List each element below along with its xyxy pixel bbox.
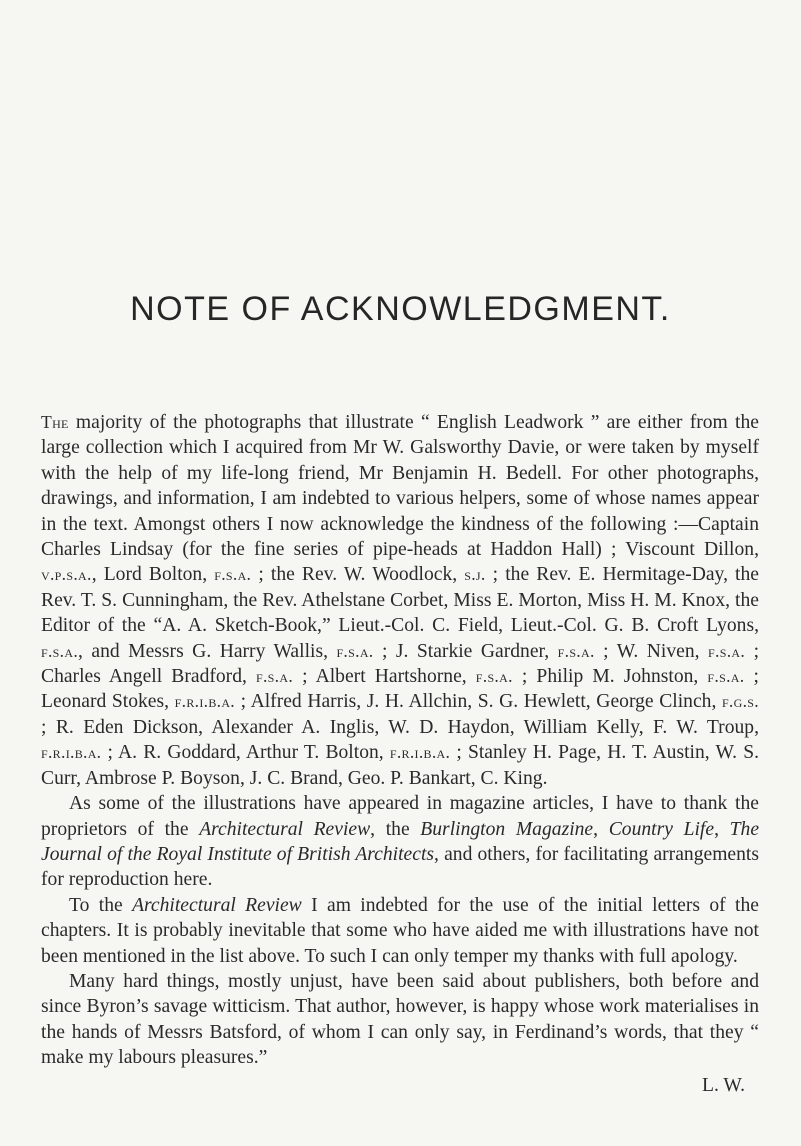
publication-title: The Journal of the Royal Institute of British Architects <box>41 818 760 865</box>
degree: f.s.a. <box>557 640 595 661</box>
degree: f.s.a. <box>475 666 513 687</box>
text-run: Many hard things, mostly unjust, have been said about publishers, both before and since Byron’s savage witticism. That author, however, is happy whose work materialises in the hands of Messrs Batsford, of whom I can only say, in Ferdinand’s words, that they “ make my labours pleasures.” <box>41 970 759 1069</box>
text-run: majority of the photographs that illustrate “ English Leadwork ” are either from the large collection which I acquired from Mr W. Galsworthy Davie, or were taken by myself with the help of my life-long friend, Mr Benjamin H. Bedell. For other photographs, drawings, and information, I am indebted to various helpers, some of whose names appear in the text. Amongst others I now acknowledge the kindness of the following :—Captain Charles Lindsay (for the fine series of pipe-heads at Haddon Hall) ; Viscount Dillon, <box>41 412 759 561</box>
degree: v.p.s.a. <box>41 564 92 585</box>
lead-word: The <box>41 412 69 432</box>
text-run: , <box>593 818 609 840</box>
degree: f.s.a. <box>256 666 294 687</box>
text-run: , the <box>370 818 421 840</box>
text-run: , <box>714 818 730 840</box>
degree: f.r.i.b.a. <box>389 742 451 763</box>
degree: f.g.s. <box>721 691 759 712</box>
text-run: I am indebted for the use of the initial letters of the chapters. It is probably inevitable that some who have aided me with illustrations have not been mentioned in the list above. To such I can only temper my thanks with full apology. <box>41 894 759 967</box>
publication-title: Architectural Review <box>132 894 302 916</box>
text-run: ; J. Starkie Gardner, <box>373 640 558 662</box>
text-run: , Lord Bolton, <box>91 564 215 586</box>
paragraph-4 <box>41 969 759 1071</box>
body-text <box>41 410 759 1098</box>
paragraph-3 <box>41 893 759 969</box>
degree: s.j. <box>464 564 486 585</box>
paragraph-2 <box>41 791 759 893</box>
text-run: ; Alfred Harris, J. H. Allchin, S. G. Hewlett, George Clinch, <box>235 691 722 713</box>
degree: f.r.i.b.a. <box>174 691 236 712</box>
paragraph-1 <box>41 410 759 791</box>
text-run: ; R. Eden Dickson, Alexander A. Inglis, W. D. Haydon, William Kelly, F. W. Troup, <box>41 716 759 738</box>
text-run: ; Stanley H. Page, H. T. Austin, W. S. Curr, Ambrose P. Boyson, J. C. Brand, Geo. P. Bankart, C. King. <box>41 742 759 789</box>
text-run: ; Leonard Stokes, <box>41 666 759 713</box>
publication-title: Burlington Magazine <box>420 818 594 840</box>
degree: f.s.a. <box>708 640 746 661</box>
page-title: NOTE OF ACKNOWLEDGMENT. <box>130 290 671 328</box>
degree: f.s.a. <box>336 640 374 661</box>
text-run: , and others, for facilitating arrangements for reproduction here. <box>41 843 759 891</box>
degree: f.r.i.b.a. <box>41 742 102 763</box>
text-run: ; Charles Angell Bradford, <box>41 640 760 688</box>
degree: f.s.a. <box>41 640 79 661</box>
degree: f.s.a. <box>707 666 745 687</box>
text-run: To the <box>69 894 133 916</box>
text-run: As some of the illustrations have appeared in magazine articles, I have to thank the proprietors of the <box>41 793 759 840</box>
text-run: ; the Rev. E. Hermitage-Day, the Rev. T. S. Cunningham, the Rev. Athelstane Corbet, Miss E. Morton, Miss H. M. Knox, the Editor of the “A. A. Sketch-Book,” Lieut.-Col. C. Field, Lieut.-Col. G. B. Croft Lyons, <box>41 564 759 637</box>
text-run: , and Messrs G. Harry Wallis, <box>78 640 337 662</box>
text-run: ; Philip M. Johnston, <box>512 666 708 688</box>
text-run: ; Albert Hartshorne, <box>293 666 476 688</box>
text-run: ; the Rev. W. Woodlock, <box>251 564 465 586</box>
publication-title: Country Life <box>608 818 715 840</box>
text-run: ; W. Niven, <box>594 640 709 662</box>
text-run: ; A. R. Goddard, Arthur T. Bolton, <box>101 742 390 764</box>
publication-title: Architectural Review <box>199 818 371 840</box>
signature: L. W. <box>701 1074 745 1096</box>
degree: f.s.a. <box>214 564 252 585</box>
